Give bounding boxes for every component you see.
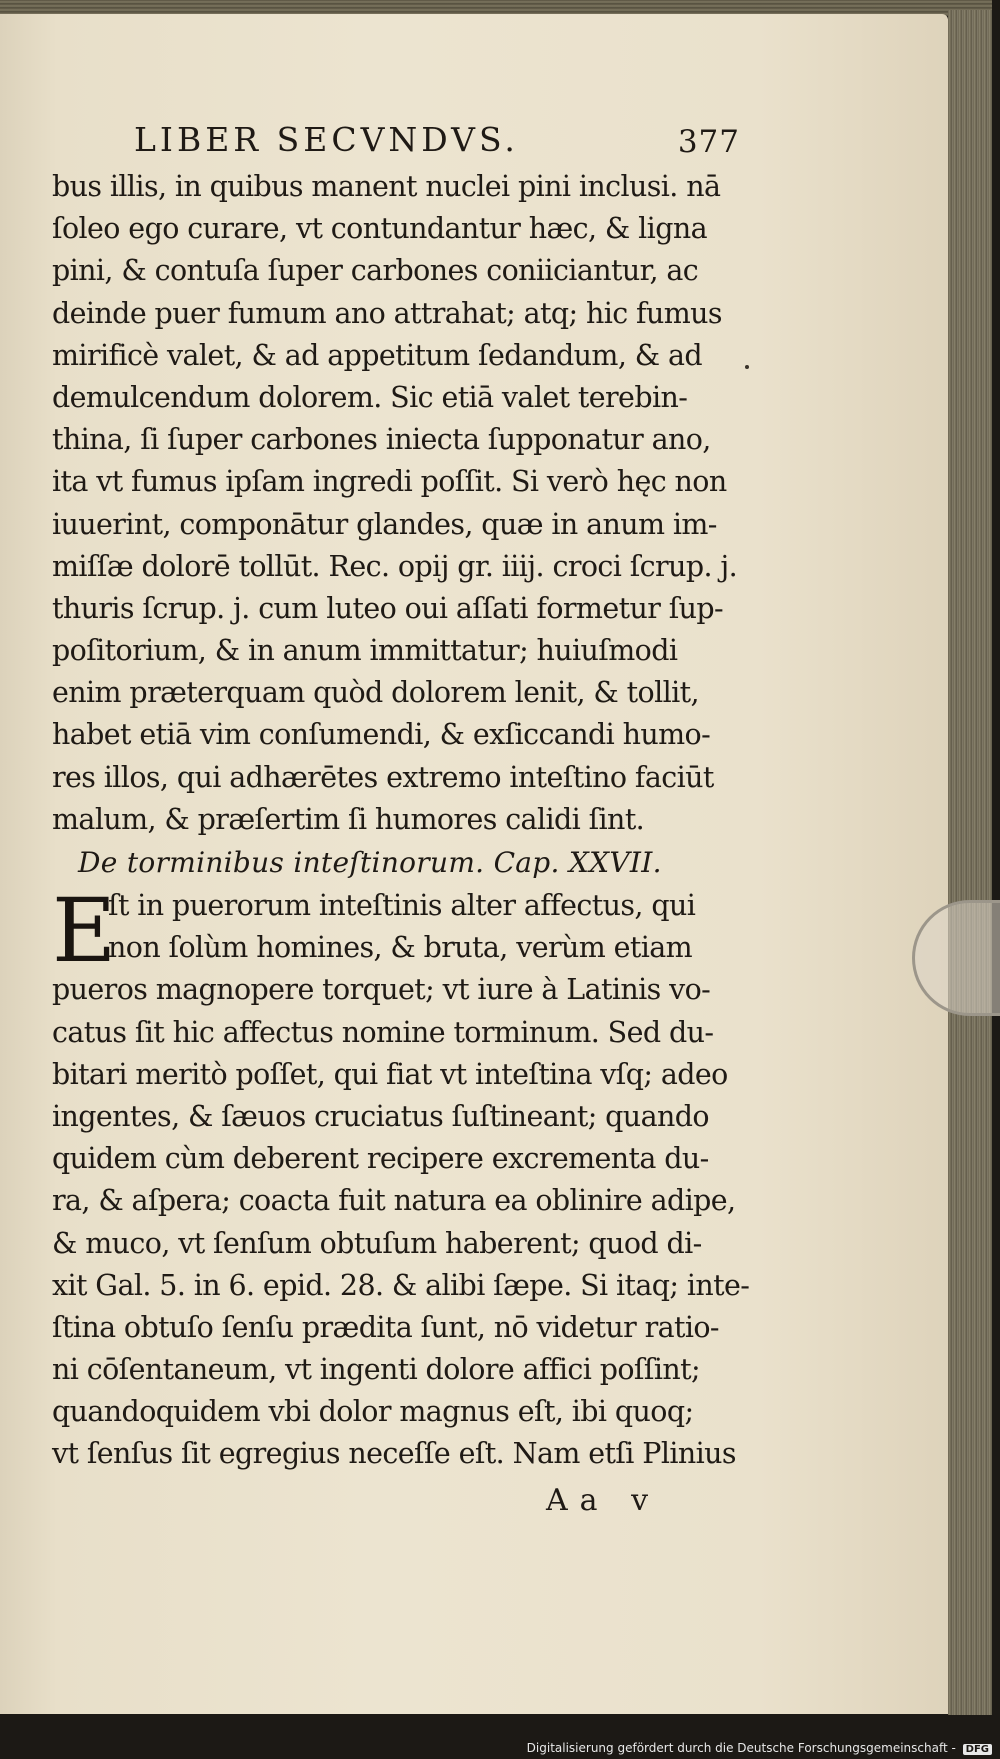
text-line: demulcendum dolorem. Sic etiā valet terebin- bbox=[52, 380, 688, 414]
text-line: malum, & præſertim ſi humores calidi ſint. bbox=[52, 802, 645, 836]
text-line: ni cōſentaneum, vt ingenti dolore affici poſſint; bbox=[52, 1353, 700, 1387]
text-line: quandoquidem vbi dolor magnus eſt, ibi quoq; bbox=[52, 1395, 694, 1429]
text-line: ſoleo ego curare, vt contundantur hæc, & ligna bbox=[52, 212, 707, 246]
text-line: ita vt fumus ipſam ingredi poſſit. Si verò hęc non bbox=[52, 465, 727, 499]
text-line: thuris ſcrup. j. cum luteo oui aſſati formetur ſup- bbox=[52, 591, 724, 625]
text-line: ingentes, & ſæuos cruciatus ſuſtineant; quando bbox=[52, 1099, 709, 1133]
text-line: enim præterquam quòd dolorem lenit, & tollit, bbox=[52, 676, 699, 710]
text-line: mirificè valet, & ad appetitum ſedandum, & ad bbox=[52, 338, 703, 372]
text-line: xit Gal. 5. in 6. epid. 28. & alibi ſæpe. Si itaq; inte- bbox=[52, 1268, 750, 1302]
ink-speck bbox=[745, 365, 749, 369]
text-line: miſſæ dolorē tollūt. Rec. opij gr. iiij. croci ſcrup. j. bbox=[52, 549, 738, 583]
paragraph-bottom bbox=[52, 969, 750, 1475]
running-title: LIBER SECVNDVS. bbox=[134, 120, 519, 159]
running-header bbox=[52, 112, 740, 166]
text-line: iuuerint, componātur glandes, quæ in anum im- bbox=[52, 507, 717, 541]
text-line: res illos, qui adhærētes extremo inteſtino faciūt bbox=[52, 760, 714, 794]
digitization-credit bbox=[527, 1741, 992, 1755]
text-line: thina, ſi ſuper carbones iniecta ſupponatur ano, bbox=[52, 423, 711, 457]
text-line: quidem cùm deberent recipere excrementa du- bbox=[52, 1142, 709, 1176]
text-line: deinde puer fumum ano attrahat; atq; hic fumus bbox=[52, 296, 722, 330]
drop-initial: E bbox=[52, 879, 117, 982]
credit-text: Digitalisierung gefördert durch die Deutsche Forschungsgemeinschaft - bbox=[526, 1741, 956, 1755]
text-line: catus ſit hic affectus nomine torminum. Sed du- bbox=[52, 1015, 714, 1049]
text-line: bus illis, in quibus manent nuclei pini inclusi. nā bbox=[52, 170, 721, 203]
text-line: habet etiā vim conſumendi, & exſiccandi humo- bbox=[52, 718, 711, 752]
text-line: poſitorium, & in anum immittatur; huiuſmodi bbox=[52, 634, 678, 668]
text-line: vt ſenſus ſit egregius neceſſe eſt. Nam etſi Plinius bbox=[52, 1437, 736, 1471]
dfg-logo: DFG bbox=[963, 1744, 992, 1755]
paragraph-top bbox=[52, 166, 738, 841]
text-line: pini, & contuſa ſuper carbones coniiciantur, ac bbox=[52, 254, 699, 288]
text-line: non ſolùm homines, & bruta, verùm etiam bbox=[108, 931, 693, 965]
text-line: bitari meritò poſſet, qui fiat vt inteſtina vſq; adeo bbox=[52, 1057, 728, 1091]
text-line: ſt in puerorum inteſtinis alter affectus, qui bbox=[108, 889, 696, 922]
page-text-block bbox=[52, 112, 750, 1526]
signature-mark: Aa v bbox=[546, 1482, 661, 1518]
book-fore-edge bbox=[948, 10, 992, 1715]
text-line: ſtina obtuſo ſenſu prædita ſunt, nō videtur ratio- bbox=[52, 1310, 719, 1344]
page-number: 377 bbox=[677, 124, 740, 160]
chapter-heading: De torminibus inteſtinorum. Cap. XXVII. bbox=[78, 846, 662, 879]
text-line: & muco, vt ſenſum obtuſum haberent; quod di- bbox=[52, 1226, 702, 1260]
text-line: pueros magnopere torquet; vt iure à Latinis vo- bbox=[52, 973, 711, 1007]
indented-lines bbox=[52, 885, 730, 969]
text-line: ra, & aſpera; coacta fuit natura ea oblinire adipe, bbox=[52, 1184, 736, 1218]
chapter-opening bbox=[52, 879, 730, 982]
